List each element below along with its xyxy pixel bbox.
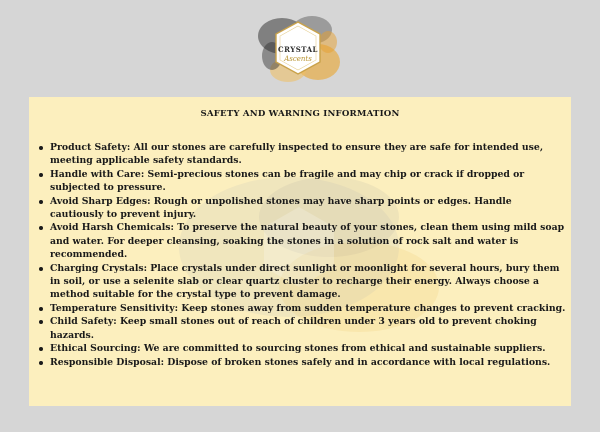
item-text: Keep stones away from sudden temperature changes to prevent cracking. [178,302,566,314]
safety-info-panel [29,97,571,406]
item-text: Dispose of broken stones safely and in accordance with local regulations. [164,356,551,368]
item-text: Rough or unpolished stones may have sharp points or edges. Handle cautiously to prevent injury. [50,195,512,221]
safety-item-responsible-disposal [38,356,566,369]
safety-item-avoid-sharp-edges [38,195,566,222]
item-text: We are committed to sourcing stones from ethical and sustainable suppliers. [140,343,546,355]
item-label: Avoid Harsh Chemicals: [50,222,174,234]
logo-subtitle: Ascents [284,55,312,63]
item-text: All our stones are carefully inspected to ensure they are safe for intended use, meeting applicable safety standards. [50,142,544,167]
item-label: Product Safety: [50,142,131,153]
item-label: Charging Crystals: [50,262,148,274]
safety-item-ethical-sourcing [38,342,566,355]
safety-item-child-safety [38,315,566,342]
safety-item-product-safety [38,141,566,168]
safety-list [38,141,566,369]
item-text: To preserve the natural beauty of your stones, clean them using mild soap and water. For deeper cleansing, soaking the stones in a solution of rock salt and water is recommended. [50,222,565,261]
item-text: Keep small stones out of reach of children under 3 years old to prevent choking hazards. [50,316,537,341]
item-text: Place crystals under direct sunlight or moonlight for several hours, bury them in soil, or use a selenite slab or clear quartz cluster to recharge their energy. Always choose a method suitable for the crystal type to prevent damage. [50,262,560,301]
logo-name: CRYSTAL [278,45,318,54]
safety-item-charging-crystals [38,262,566,302]
item-label: Child Safety: [50,316,117,328]
panel-title: SAFETY AND WARNING INFORMATION [200,109,400,119]
brand-logo [252,12,344,92]
safety-item-temperature-sensitivity [38,302,566,315]
item-label: Handle with Care: [50,168,145,180]
item-label: Temperature Sensitivity: [50,302,179,314]
safety-item-handle-with-care [38,168,566,195]
safety-item-avoid-harsh-chemicals [38,221,566,261]
item-label: Responsible Disposal: [50,356,165,368]
item-label: Ethical Sourcing: [50,343,141,355]
item-text: Semi-precious stones can be fragile and may chip or crack if dropped or subjected to pressure. [50,168,525,194]
item-label: Avoid Sharp Edges: [50,195,151,207]
